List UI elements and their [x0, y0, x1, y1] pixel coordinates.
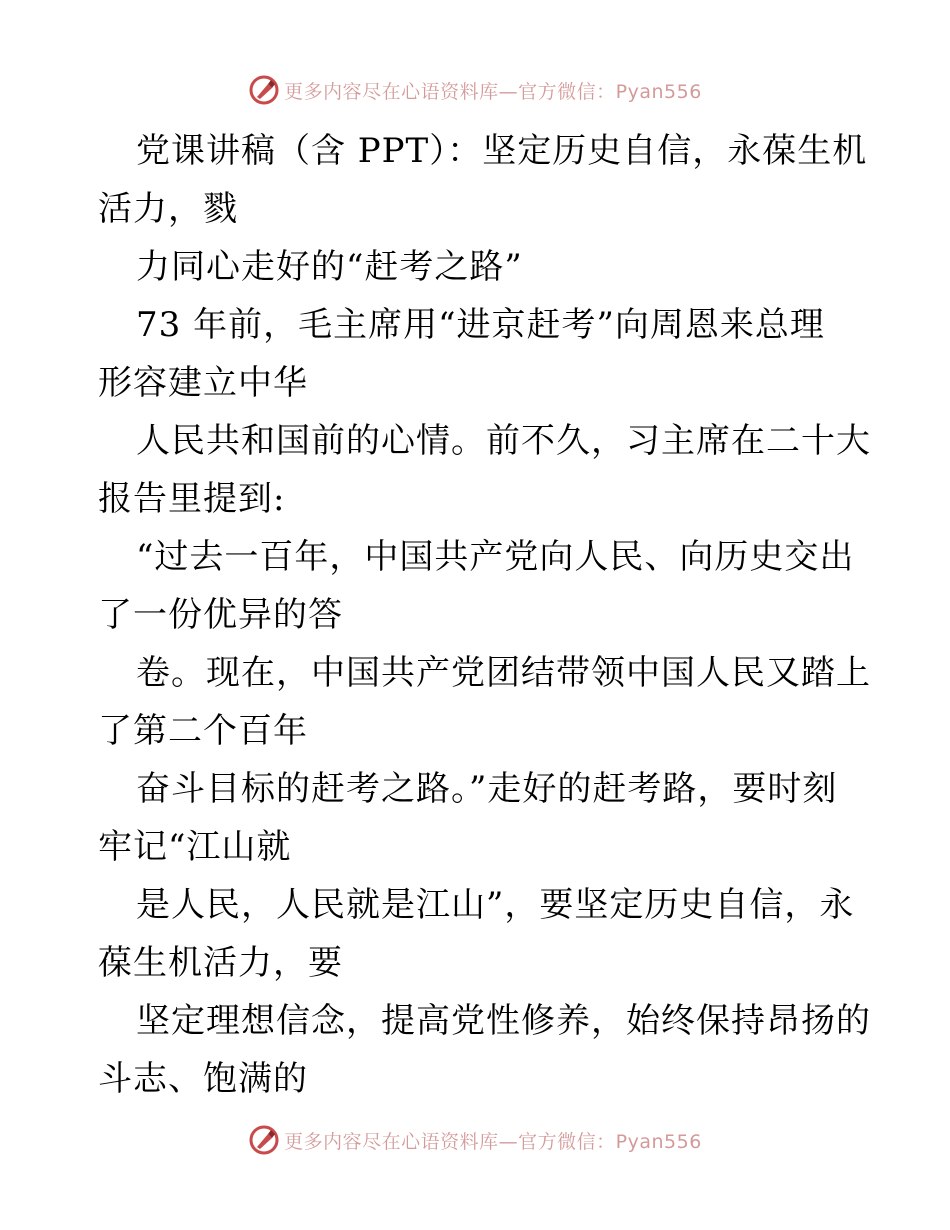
- body-line: 了一份优异的答: [98, 595, 343, 635]
- body-line: 73 年前，毛主席用“进京赶考”向周恩来总理: [136, 305, 825, 345]
- body-line: 坚定理想信念，提高党性修养，始终保持昂扬的: [136, 1001, 871, 1041]
- pen-nib-logo-icon: [248, 74, 280, 106]
- body-line: 力同心走好的“赶考之路”: [136, 247, 523, 287]
- body-line: 形容建立中华: [98, 363, 308, 403]
- body-line: 人民共和国前的心情。前不久，习主席在二十大: [136, 421, 871, 461]
- header-watermark: [0, 70, 950, 110]
- body-line: 奋斗目标的赶考之路。”走好的赶考路，要时刻: [136, 769, 838, 809]
- body-line: 牢记“江山就: [98, 827, 292, 867]
- body-line: 斗志、饱满的: [98, 1059, 308, 1099]
- footer-watermark-text: 更多内容尽在心语资料库—官方微信：Pyan556: [284, 1130, 702, 1153]
- body-line: 报告里提到:: [98, 479, 286, 519]
- footer-watermark: [0, 1120, 950, 1160]
- body-line: 葆生机活力，要: [98, 943, 343, 983]
- body-line: 活力，戮: [98, 189, 238, 229]
- body-line: 卷。现在，中国共产党团结带领中国人民又踏上: [136, 653, 871, 693]
- document-body: [98, 122, 871, 1108]
- pen-nib-logo-icon: [248, 1124, 280, 1156]
- body-line: 了第二个百年: [98, 711, 308, 751]
- header-watermark-text: 更多内容尽在心语资料库—官方微信：Pyan556: [284, 80, 702, 103]
- body-line: 是人民，人民就是江山”，要坚定历史自信，永: [136, 885, 855, 925]
- body-line: “过去一百年，中国共产党向人民、向历史交出: [136, 537, 855, 577]
- body-line: 党课讲稿（含 PPT）：坚定历史自信，永葆生机: [136, 131, 868, 171]
